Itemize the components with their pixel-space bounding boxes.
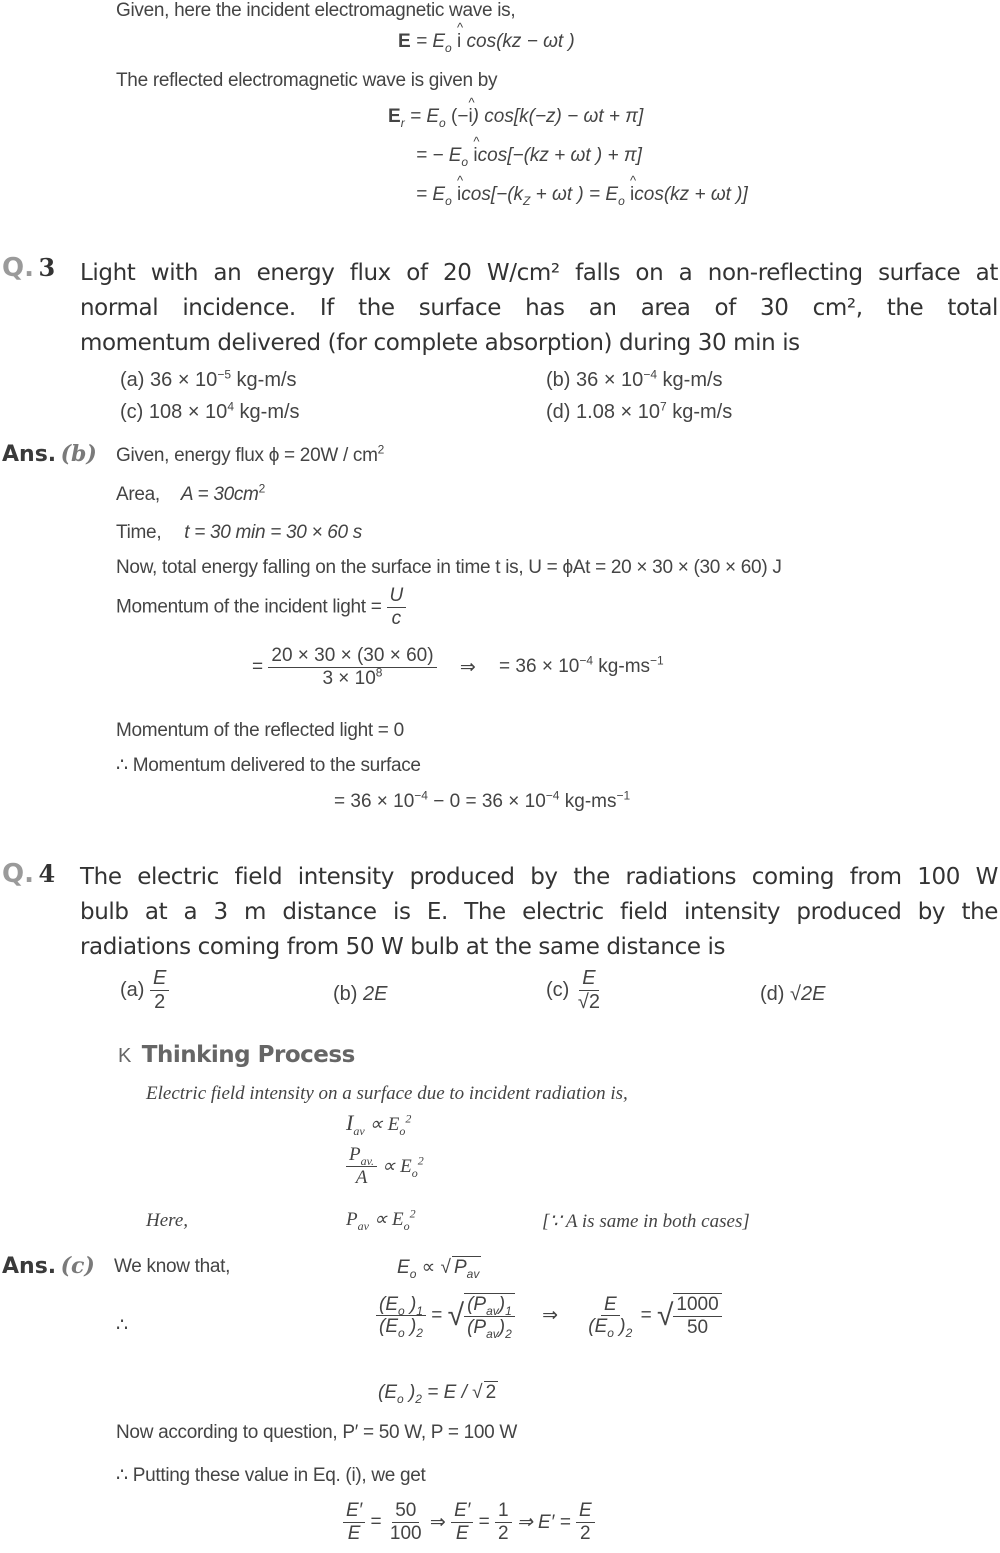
question-4-marker [2, 859, 55, 889]
ratio-p-fraction [464, 1293, 515, 1339]
option-label: (d) [760, 983, 785, 1005]
question-line: The electric field intensity produced by the radiations coming from 100 W [80, 864, 998, 890]
a4-know-line: We know that, [114, 1256, 231, 1277]
question-line: radiations coming from 50 W bulb at the same distance is [80, 934, 726, 960]
frac-num: E [601, 1294, 620, 1317]
eq-text: = E [409, 106, 440, 127]
thinking-here: Here, [146, 1210, 189, 1231]
area-value: A = 30cm [180, 484, 259, 505]
option-value: 2E [363, 983, 388, 1005]
eq-fraction [346, 1144, 377, 1189]
thinking-process-header [118, 1042, 355, 1068]
a3-energy-line: Now, total energy falling on the surface in time t is, U = ϕAt = 20 × 30 × (30 × 60) J [116, 557, 782, 578]
implies-arrow: ⇒ [542, 1305, 559, 1327]
flux-exp: 2 [377, 442, 385, 457]
frac-5 [576, 1500, 595, 1545]
option-exp: −4 [643, 367, 657, 382]
t: = E / [421, 1382, 473, 1403]
radicand: P [453, 1257, 467, 1278]
s: 2 [415, 1391, 422, 1406]
unit-vector-i: ^ i [473, 145, 477, 167]
eq-sub3: o [618, 193, 625, 208]
s: 2 [625, 1326, 633, 1341]
t: (P [467, 1294, 487, 1315]
frac-den [376, 1316, 426, 1341]
a3-delivered-line: ∴ Momentum delivered to the surface [116, 755, 421, 776]
thinking-eq-3 [346, 1208, 416, 1231]
frac-den: 2 [154, 991, 166, 1013]
reflected-eq-1 [388, 106, 643, 128]
eq-text: = E [416, 184, 446, 205]
implies-arrow: ⇒ [429, 1511, 452, 1533]
frac-num: 50 [392, 1500, 419, 1523]
equals: = [478, 1511, 495, 1533]
eq-lhs: E [398, 31, 411, 52]
eq-text: = − E [416, 145, 462, 166]
eq-exp: 2 [409, 1206, 416, 1221]
eq-sub: o [403, 1218, 410, 1233]
result-mant: = 36 × 10 [499, 656, 580, 678]
option-exp: 4 [227, 399, 234, 414]
answer-option: (b) [60, 441, 97, 467]
t: ) [498, 1294, 506, 1315]
eq-post: cos[−(k [461, 184, 524, 205]
eq-lhs: P [346, 1209, 358, 1230]
unit-vector-i: ^ i [457, 31, 461, 53]
eq-lhs-sub: r [400, 115, 405, 130]
thinking-note: [∵ A is same in both cases] [542, 1211, 750, 1232]
thinking-title: Thinking Process [141, 1042, 355, 1068]
option-unit: kg-m/s [657, 369, 723, 391]
frac-4 [495, 1500, 512, 1545]
eq-sub: o [399, 1123, 406, 1138]
eq-exp: 2 [417, 1153, 424, 1168]
s: av [486, 1303, 499, 1318]
question-line: momentum delivered (for complete absorption) during 30 min is [80, 330, 800, 356]
s: 1 [416, 1303, 423, 1318]
final-a: = 36 × 10 [334, 791, 415, 812]
q4-option-b[interactable] [333, 983, 387, 1006]
area-label: Area, [116, 484, 160, 505]
answer-label: Ans. [2, 442, 57, 467]
frac-den [585, 1316, 635, 1341]
eq-sub: o [439, 115, 446, 130]
den-exp: 8 [375, 665, 383, 680]
ratio-e-fraction [376, 1294, 426, 1339]
momentum-incident-label: Momentum of the incident light = [116, 596, 382, 618]
e-fraction [585, 1294, 635, 1339]
frac-den: A [355, 1166, 368, 1188]
a3-reflected-line: Momentum of the reflected light = 0 [116, 720, 404, 741]
sqrt-radicand [452, 1256, 481, 1279]
a3-calc-line: = $\frac{20 \times 30 \times (30 \times 60)}{3 \times 10^8}$ ⇒ = $36 \times 10^{-4}$ $kg-ms^{-1}$ [252, 645, 664, 689]
eq-rel: ∝ E [364, 1114, 400, 1135]
question-3-marker [2, 253, 55, 283]
option-unit: kg-m/s [231, 369, 297, 391]
question-marker-icon: Q. [2, 253, 34, 283]
unit-vector-i: ^ i [630, 184, 634, 206]
t: ) [613, 1316, 626, 1338]
s: o [398, 1326, 405, 1341]
frac-num: E′ [343, 1500, 365, 1523]
result-exp: −4 [579, 654, 594, 669]
sqrt-icon: √ [656, 1298, 674, 1332]
t: (E [379, 1293, 398, 1315]
eq-post: ) cos[k(−z) − ωt + π] [472, 106, 644, 127]
therefore-symbol: ∴ [116, 1315, 128, 1336]
t: ) [404, 1316, 417, 1338]
q3-option-b[interactable] [546, 369, 723, 392]
final-unit: kg-ms [559, 791, 617, 812]
option-exp: 7 [659, 399, 667, 414]
frac-num: E [576, 1500, 595, 1523]
t: ) [498, 1316, 506, 1338]
t: (E [379, 1316, 398, 1338]
s: o [397, 1391, 404, 1406]
unit-vector-i: ^ i [468, 106, 472, 128]
question-4-text [80, 860, 998, 965]
s: 2 [416, 1326, 423, 1341]
thinking-bullet-icon: K [118, 1045, 132, 1067]
eq-post3: cos(kz + ωt )] [634, 184, 748, 205]
option-exp: −5 [217, 367, 231, 382]
frac-den [464, 1317, 515, 1339]
a3-momentum-incident-line [116, 585, 406, 630]
frac-den [319, 665, 385, 690]
t: ) [404, 1293, 417, 1315]
question-line: normal incidence. If the surface has an area of 30 cm², the total [80, 295, 998, 321]
frac-3 [451, 1500, 473, 1545]
frac-num [376, 1294, 426, 1317]
s: o [607, 1326, 614, 1341]
eq-rel: ∝ E [368, 1209, 404, 1230]
unit-exp: −1 [650, 654, 664, 669]
option-label: (a) [120, 369, 145, 391]
calc-result [499, 656, 664, 677]
implies-arrow: ⇒ [459, 656, 476, 678]
q3-option-c[interactable] [120, 401, 300, 424]
eq-sub2: Z [523, 193, 531, 208]
eq-post2: + ωt ) = E [530, 184, 619, 205]
eq-sub: o [461, 154, 469, 169]
thinking-line-1: Electric field intensity on a surface due to incident radiation is, [146, 1083, 628, 1104]
a4-result: ($E_o$ )$_2 = E$ / √ 2 [378, 1382, 497, 1406]
q3-option-d[interactable] [546, 401, 732, 424]
frac-num: E′ [451, 1500, 473, 1523]
eq-exp: 2 [405, 1111, 412, 1126]
question-number: 4 [38, 859, 56, 888]
radicand: 2 [485, 1382, 497, 1403]
q4-option-c[interactable] [546, 967, 603, 1014]
fraction-u-over-c [387, 585, 406, 630]
a3-flux-line [116, 442, 385, 467]
option-unit: kg-m/s [234, 401, 300, 423]
frac-den: 2 [580, 1522, 591, 1544]
a4-putting-line: ∴ Putting these value in Eq. (i), we get [116, 1465, 426, 1486]
frac-den: √2 [577, 991, 600, 1013]
reflected-line: The reflected electromagnetic wave is given by [116, 70, 498, 91]
option-unit: kg-m/s [666, 401, 733, 423]
eq-rel: ∝ E [377, 1155, 412, 1177]
equals: = [431, 1304, 448, 1326]
question-line: bulb at a 3 m distance is E. The electric field intensity produced by the [80, 899, 998, 925]
a3-area-line [116, 481, 265, 506]
eq-sub: o [411, 1165, 418, 1180]
eq-lhs-sub: av [357, 1218, 369, 1233]
frac-den: c [391, 607, 401, 629]
num-sub: av. [360, 1153, 375, 1168]
equals: = [640, 1304, 657, 1326]
frac-den: 50 [686, 1316, 709, 1338]
answer-4-marker [2, 1253, 95, 1279]
frac-den: 100 [389, 1522, 422, 1544]
thinking-eq-1 [346, 1110, 411, 1136]
sqrt-icon: √ [447, 1298, 465, 1332]
option-value: 1.08 × 10 [576, 401, 660, 423]
eq-post: cos[−(kz + ωt ) + π] [477, 145, 642, 166]
incident-wave-equation [398, 31, 575, 53]
option-value: 108 × 10 [148, 401, 228, 423]
calc-fraction [268, 645, 436, 690]
s: o [398, 1303, 405, 1318]
a4-according-line: Now according to question, P′ = 50 W, P = 100 W [116, 1422, 518, 1443]
final-unit-exp: −1 [616, 788, 631, 803]
option-value: 36 × 10 [576, 369, 644, 391]
option-label: (b) [546, 369, 571, 391]
eq-sub: o [445, 40, 452, 55]
eq-lhs-sub: av [353, 1123, 365, 1138]
frac-num [464, 1294, 515, 1317]
option-label: (b) [333, 983, 358, 1005]
reflected-eq-2 [416, 145, 642, 167]
final-b-exp: −4 [545, 788, 560, 803]
flux-text: Given, energy flux ϕ = 20W / cm [116, 445, 378, 466]
a4-ratio-eq [376, 1293, 722, 1339]
answer-label: Ans. [2, 1254, 57, 1279]
answer-option: (c) [60, 1253, 95, 1279]
eq-mid: (− [451, 106, 469, 127]
frac-num: 20 × 30 × (30 × 60) [268, 645, 436, 668]
time-label: Time, [116, 522, 162, 543]
eq-lhs-sub: o [409, 1266, 417, 1281]
frac-num: E [579, 967, 598, 991]
option-label: (c) [546, 979, 570, 1001]
final-b: − 0 = 36 × 10 [427, 791, 546, 812]
frac-1 [343, 1500, 365, 1545]
q4-option-a[interactable] [120, 967, 169, 1014]
equals: = [370, 1511, 387, 1533]
frac-num: E [150, 967, 169, 991]
answer-3-marker [2, 441, 97, 467]
eq-lhs: I [346, 1110, 354, 1135]
option-label: (d) [546, 401, 571, 423]
time-value: t = 30 min = 30 × 60 s [184, 522, 362, 543]
q4-option-d[interactable] [760, 983, 825, 1006]
a3-final-line [334, 788, 631, 813]
option-label: (a) [120, 979, 145, 1001]
frac-num: 1000 [673, 1294, 721, 1317]
question-line: Light with an energy flux of 20 W/cm² falls on a non-reflecting surface at [80, 260, 998, 286]
option-fraction [150, 967, 169, 1014]
frac-num [346, 1144, 377, 1167]
eq-rhs-post: cos(kz − ωt ) [466, 31, 575, 52]
eq-rel: ∝ [416, 1257, 441, 1278]
frac-2 [387, 1500, 425, 1545]
t: (E [378, 1382, 397, 1403]
frac-den: E [455, 1522, 469, 1544]
question-3-text [80, 256, 998, 361]
thinking-eq-2 [346, 1144, 424, 1189]
unit-vector-i: ^ i [457, 184, 461, 206]
implies-result: ⇒ E′ = [516, 1511, 576, 1533]
frac-den: 2 [498, 1522, 509, 1544]
q3-option-a[interactable] [120, 369, 297, 392]
a4-final-eq [343, 1500, 595, 1545]
s: 1 [505, 1303, 512, 1318]
option-value: √2E [790, 983, 826, 1005]
t: (P [467, 1316, 487, 1338]
value-fraction [673, 1293, 721, 1339]
radicand-sub: av [466, 1266, 480, 1281]
t: (E [588, 1316, 608, 1338]
frac-num: 1 [495, 1500, 512, 1523]
frac-den: E [347, 1522, 361, 1544]
option-label: (c) [120, 401, 144, 423]
intro-given-line: Given, here the incident electromagnetic wave is, [116, 0, 516, 21]
s: av [486, 1326, 499, 1341]
num-text: P [349, 1144, 361, 1165]
s: 2 [505, 1326, 512, 1341]
eq-lhs: E [397, 1257, 410, 1278]
eq-rhs [377, 1153, 424, 1180]
option-fraction [575, 967, 603, 1014]
final-a-exp: −4 [414, 788, 428, 803]
result-unit: kg-ms [593, 656, 651, 678]
reflected-eq-3 [416, 184, 748, 206]
frac-num: U [387, 585, 406, 608]
eq-lhs: E [388, 106, 401, 127]
den-mant: 3 × 10 [322, 667, 376, 689]
area-exp: 2 [258, 481, 265, 496]
question-number: 3 [38, 253, 56, 282]
option-value: 36 × 10 [150, 369, 218, 391]
question-marker-icon: Q. [2, 859, 34, 889]
a3-time-line [116, 522, 362, 544]
t: ) [403, 1382, 416, 1403]
a4-eq-1: $E_o$ ∝ √ $P_{av}$ [397, 1257, 480, 1281]
eq-rhs: = E [415, 31, 446, 52]
eq-sub: o [445, 193, 452, 208]
